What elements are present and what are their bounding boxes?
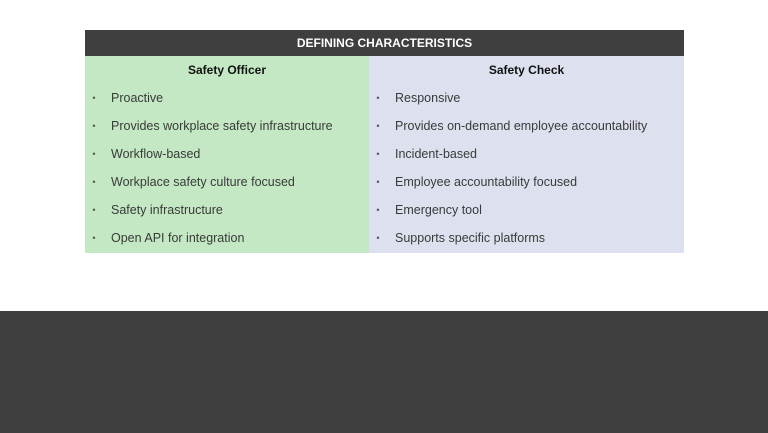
comparison-table <box>85 30 684 253</box>
table-columns <box>85 56 684 253</box>
list-item <box>369 140 684 168</box>
bullet-icon: • <box>92 233 96 243</box>
list-item <box>369 112 684 140</box>
list-item-text: Emergency tool <box>395 203 482 217</box>
safety-check-list <box>369 84 684 252</box>
bullet-icon: • <box>376 205 380 215</box>
list-item-text: Supports specific platforms <box>395 231 546 245</box>
bullet-icon: • <box>92 121 96 131</box>
list-item-text: Employee accountability focused <box>395 175 578 189</box>
list-item <box>85 84 369 112</box>
list-item-text: Safety infrastructure <box>111 203 223 217</box>
bullet-icon: • <box>376 233 380 243</box>
footer-bar <box>0 311 768 433</box>
bullet-icon: • <box>376 93 380 103</box>
bullet-icon: • <box>376 121 380 131</box>
bullet-icon: • <box>376 177 380 187</box>
list-item <box>85 168 369 196</box>
bullet-icon: • <box>92 205 96 215</box>
safety-officer-title: Safety Officer <box>187 63 267 77</box>
list-item-text: Workflow-based <box>111 147 201 161</box>
list-item-text: Proactive <box>111 91 164 105</box>
safety-check-title: Safety Check <box>488 63 565 77</box>
list-item-text: Provides workplace safety infrastructure <box>111 119 333 133</box>
list-item <box>369 168 684 196</box>
list-item-text: Workplace safety culture focused <box>111 175 295 189</box>
table-header: DEFINING CHARACTERISTICS <box>85 30 684 56</box>
list-item <box>85 196 369 224</box>
bullet-icon: • <box>92 93 96 103</box>
list-item <box>369 224 684 252</box>
list-item <box>85 140 369 168</box>
list-item-text: Incident-based <box>395 147 478 161</box>
bullet-icon: • <box>376 149 380 159</box>
safety-officer-column <box>85 56 369 253</box>
bullet-icon: • <box>92 149 96 159</box>
list-item <box>85 112 369 140</box>
safety-check-column <box>369 56 684 253</box>
list-item <box>369 84 684 112</box>
list-item-text: Open API for integration <box>111 231 245 245</box>
list-item-text: Provides on-demand employee accountability <box>395 119 648 133</box>
safety-officer-list <box>85 84 369 252</box>
list-item <box>85 224 369 252</box>
bullet-icon: • <box>92 177 96 187</box>
list-item-text: Responsive <box>395 91 461 105</box>
list-item <box>369 196 684 224</box>
